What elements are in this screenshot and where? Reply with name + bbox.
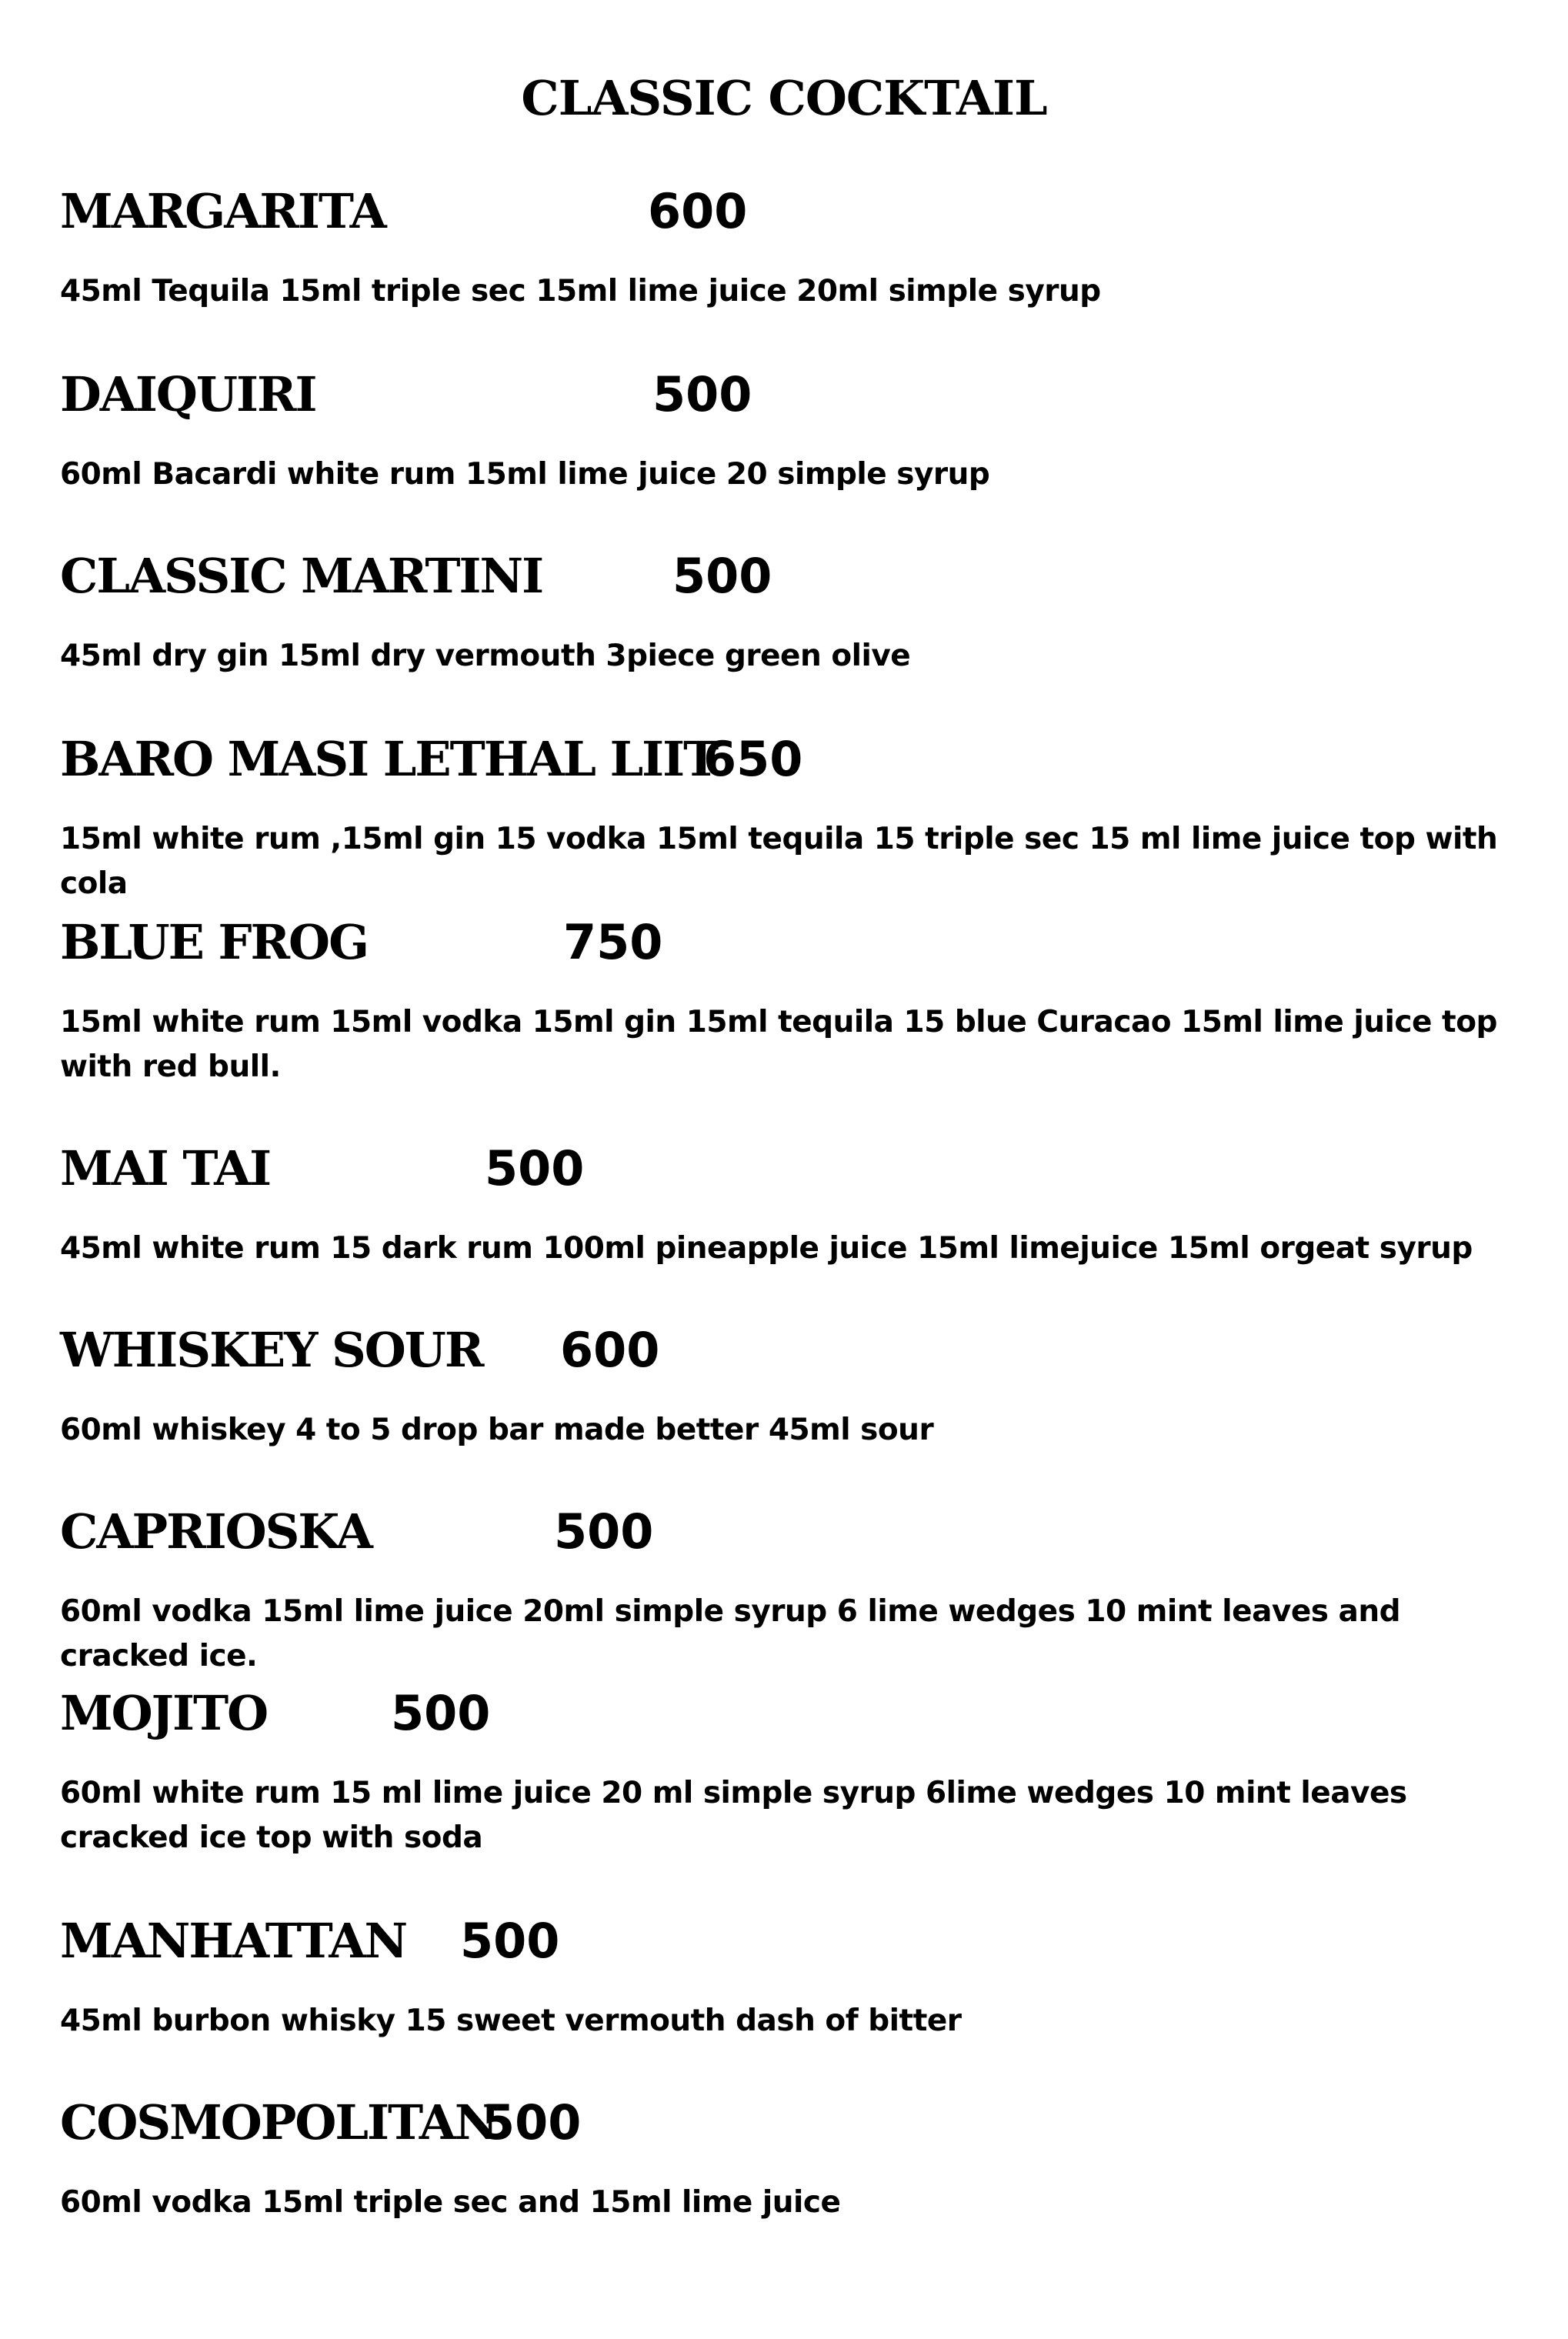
- item-name: WHISKEY SOUR: [60, 1322, 483, 1378]
- item-price: 500: [652, 366, 752, 422]
- menu-item-caprioska: [60, 1497, 1522, 1679]
- item-price: 500: [391, 1685, 491, 1741]
- item-description: 15ml white rum 15ml vodka 15ml gin 15ml tequila 15 blue Curacao 15ml lime juice top with red bull.: [60, 1005, 1497, 1084]
- item-price: 500: [485, 1140, 585, 1196]
- item-name: COSMOPOLITAN: [60, 2094, 497, 2150]
- item-description: 60ml white rum 15 ml lime juice 20 ml simple syrup 6lime wedges 10 mint leaves cracked ice top with soda: [60, 1776, 1407, 1855]
- item-name: DAIQUIRI: [60, 366, 316, 422]
- item-name: MARGARITA: [60, 183, 385, 239]
- menu-item-cosmopolitan: [60, 2088, 1522, 2225]
- item-name: BARO MASI LETHAL LIIT: [60, 731, 718, 787]
- item-price: 600: [648, 183, 748, 239]
- item-price: 600: [560, 1322, 660, 1378]
- menu-item-classic-martini: [60, 542, 1522, 679]
- item-name: CAPRIOSKA: [60, 1503, 372, 1560]
- item-description: 60ml vodka 15ml lime juice 20ml simple syrup 6 lime wedges 10 mint leaves and cracked ice.: [60, 1594, 1401, 1673]
- menu-item-baro-masi-lethal-liit: [60, 725, 1522, 906]
- item-name: MANHATTAN: [60, 1913, 407, 1969]
- item-name: CLASSIC MARTINI: [60, 548, 543, 604]
- item-price: 500: [460, 1913, 560, 1969]
- item-price: 650: [703, 731, 803, 787]
- item-name: MOJITO: [60, 1685, 268, 1741]
- item-description: 45ml burbon whisky 15 sweet vermouth dash of bitter: [60, 2004, 962, 2038]
- item-name: MAI TAI: [60, 1140, 271, 1196]
- item-price: 500: [554, 1503, 654, 1560]
- item-description: 60ml whiskey 4 to 5 drop bar made better 45ml sour: [60, 1413, 934, 1447]
- menu-item-manhattan: [60, 1907, 1522, 2044]
- item-description: 60ml Bacardi white rum 15ml lime juice 20 simple syrup: [60, 457, 990, 492]
- item-price: 500: [482, 2094, 582, 2150]
- item-description: 60ml vodka 15ml triple sec and 15ml lime juice: [60, 2185, 841, 2220]
- item-price: 500: [672, 548, 772, 604]
- item-description: 45ml dry gin 15ml dry vermouth 3piece green olive: [60, 639, 911, 673]
- menu-item-whiskey-sour: [60, 1316, 1522, 1453]
- menu-item-margarita: [60, 177, 1522, 314]
- menu-item-mojito: [60, 1679, 1522, 1860]
- item-price: 750: [563, 914, 663, 970]
- menu-item-blue-frog: [60, 908, 1522, 1089]
- item-name: BLUE FROG: [60, 914, 369, 970]
- item-description: 45ml white rum 15 dark rum 100ml pineapple juice 15ml limejuice 15ml orgeat syrup: [60, 1231, 1473, 1266]
- item-description: 15ml white rum ,15ml gin 15 vodka 15ml tequila 15 triple sec 15 ml lime juice top with cola: [60, 822, 1498, 901]
- menu-item-mai-tai: [60, 1134, 1522, 1271]
- page-title: CLASSIC COCKTAIL: [521, 70, 1047, 126]
- item-description: 45ml Tequila 15ml triple sec 15ml lime juice 20ml simple syrup: [60, 274, 1101, 309]
- menu-item-daiquiri: [60, 360, 1522, 497]
